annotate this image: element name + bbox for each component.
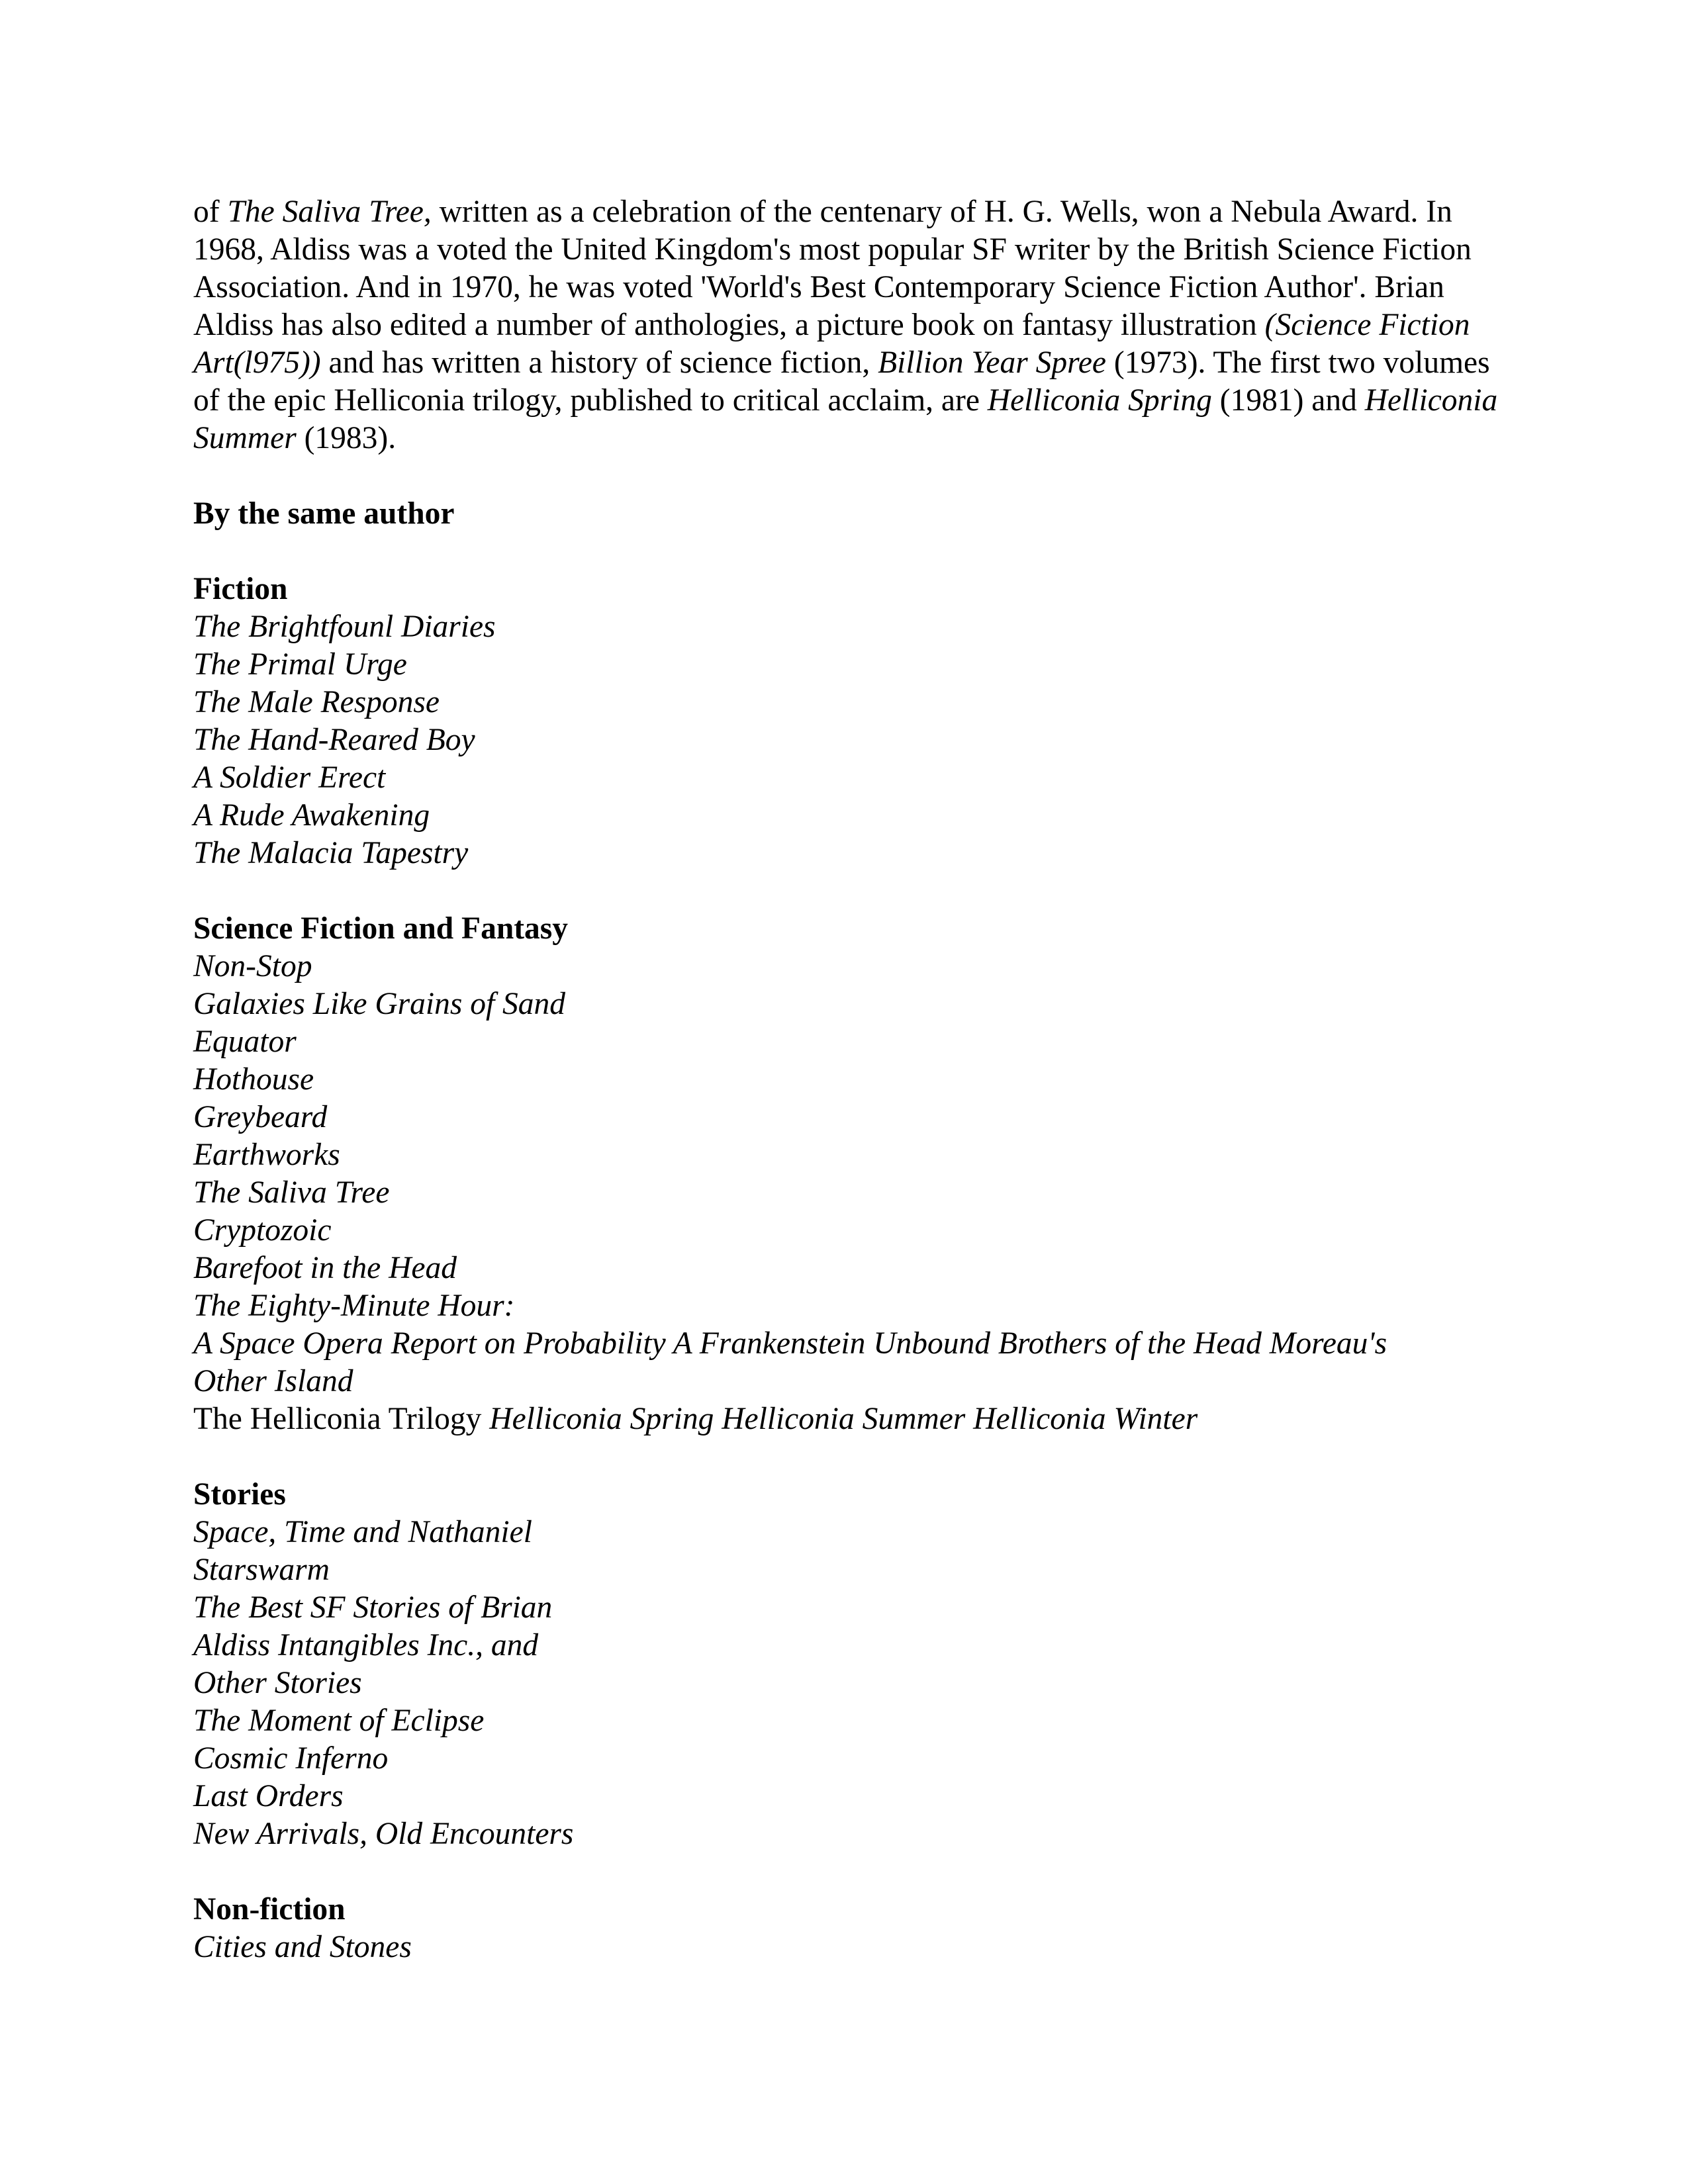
trilogy-label: The Helliconia Trilogy [193, 1402, 490, 1436]
stories-item: New Arrivals, Old Encounters [193, 1817, 574, 1851]
sff-long-line: Other Island [193, 1364, 353, 1398]
nonfiction-item: Cities and Stones [193, 1930, 412, 1964]
fiction-item: A Soldier Erect [193, 760, 386, 795]
sff-item: Galaxies Like Grains of Sand [193, 987, 566, 1021]
fiction-item: A Rude Awakening [193, 798, 430, 833]
intro-text: of [193, 195, 228, 229]
intro-paragraph [193, 193, 1517, 457]
sff-item: Greybeard [193, 1100, 328, 1134]
stories-item: The Best SF Stories of Brian [193, 1590, 553, 1625]
sff-item: The Eighty-Minute Hour: [193, 1289, 515, 1323]
fiction-item: The Brightfounl Diaries [193, 610, 496, 644]
trilogy-titles: Helliconia Spring Helliconia Summer Helliconia Winter [489, 1402, 1198, 1436]
intro-title-billion-year-spree: Billion Year Spree [878, 345, 1106, 380]
stories-item: Aldiss Intangibles Inc., and [193, 1628, 539, 1662]
sff-item: Hothouse [193, 1062, 314, 1097]
sff-item: Earthworks [193, 1138, 340, 1172]
fiction-heading: Fiction [193, 572, 288, 606]
nonfiction-section [193, 1891, 1517, 1966]
page-content [193, 193, 1517, 1966]
stories-item: Starswarm [193, 1553, 330, 1587]
sff-heading: Science Fiction and Fantasy [193, 911, 569, 946]
intro-title-saliva-tree: The Saliva Tree, [227, 195, 432, 229]
sff-item: The Saliva Tree [193, 1175, 390, 1210]
fiction-item: The Primal Urge [193, 647, 407, 682]
intro-text: written as a celebration of the centenary of H. G. Wells, won a Nebula Award. In 1968, Aldiss was a voted the United Kingdom's most popular SF writer by the British Science Fiction Association. And in 1970, he was voted 'World's Best Contemporary Science Fiction Author'. Brian Aldiss has also edited a number of anthologies, a picture book on fantasy illustration [193, 195, 1472, 342]
nonfiction-heading: Non-fiction [193, 1892, 346, 1927]
sff-item: Cryptozoic [193, 1213, 332, 1248]
intro-title-sf-art: (Science Fiction Art(l975)) [193, 308, 1470, 380]
fiction-item: The Male Response [193, 685, 440, 719]
sff-trilogy-line [193, 1400, 1517, 1438]
sff-long-line: A Space Opera Report on Probability A Frankenstein Unbound Brothers of the Head Moreau's [193, 1326, 1387, 1361]
intro-text: and has written a history of science fiction, [320, 345, 878, 380]
sff-item: Barefoot in the Head [193, 1251, 457, 1285]
stories-item: Last Orders [193, 1779, 344, 1813]
stories-item: Space, Time and Nathaniel [193, 1515, 532, 1549]
by-same-author-heading: By the same author [193, 496, 455, 531]
stories-item: Cosmic Inferno [193, 1741, 389, 1776]
intro-text: (1983). [296, 421, 397, 455]
stories-item: The Moment of Eclipse [193, 1704, 485, 1738]
fiction-item: The Malacia Tapestry [193, 836, 469, 870]
sff-item: Non-Stop [193, 949, 312, 983]
intro-title-helliconia-spring: Helliconia Spring [987, 383, 1212, 418]
intro-text: (1981) and [1211, 383, 1365, 418]
intro-title-helliconia-summer: Helliconia Summer [193, 383, 1498, 455]
sff-section [193, 910, 1517, 1438]
sff-item: Equator [193, 1024, 297, 1059]
fiction-section [193, 570, 1517, 872]
stories-item: Other Stories [193, 1666, 362, 1700]
stories-section [193, 1476, 1517, 1853]
stories-heading: Stories [193, 1477, 286, 1512]
intro-text: (1973). The first two volumes of the epic Helliconia trilogy, published to critical acclaim, are [193, 345, 1490, 418]
fiction-item: The Hand-Reared Boy [193, 723, 475, 757]
